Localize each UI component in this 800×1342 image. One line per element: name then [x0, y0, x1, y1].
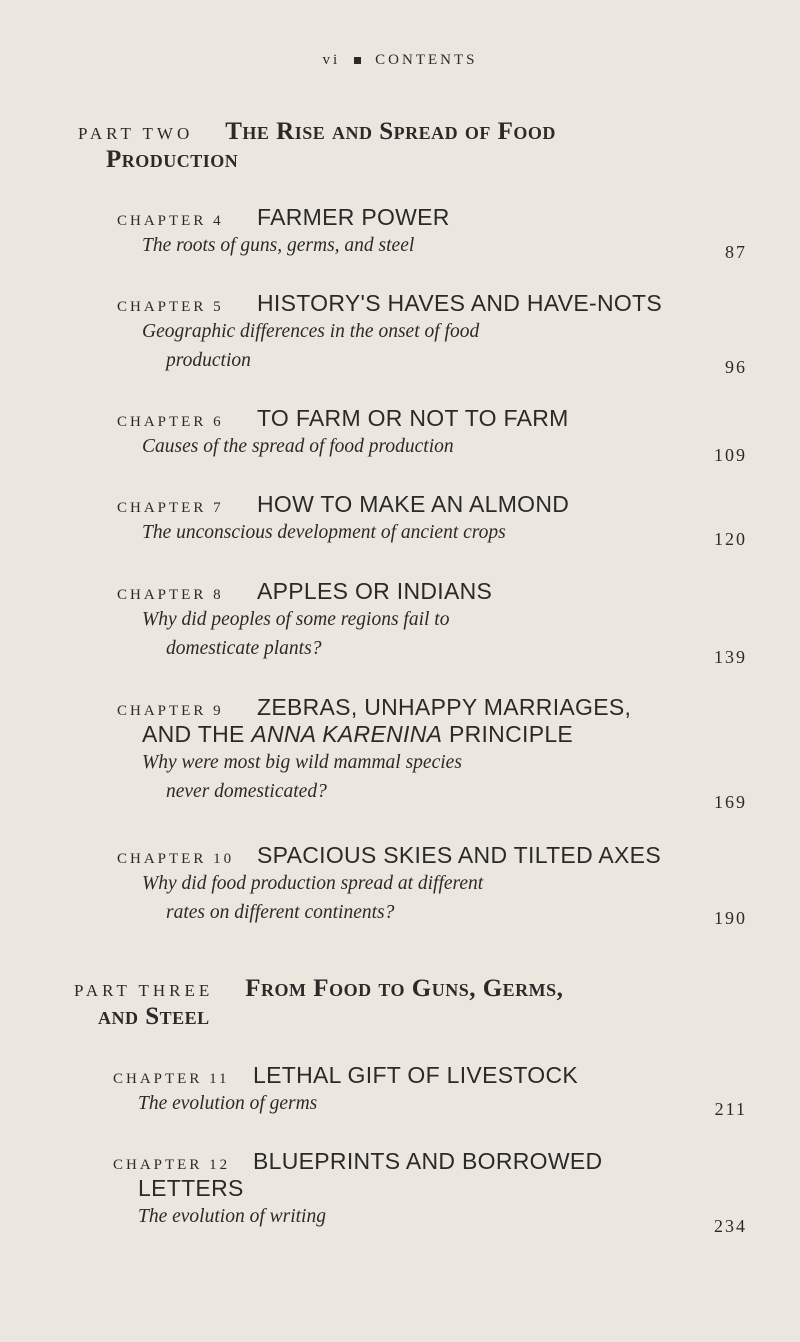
chapter-label: CHAPTER 6 — [117, 414, 224, 430]
chapter-subtitle: Causes of the spread of food production — [142, 436, 454, 457]
page-number: 139 — [714, 647, 747, 667]
page-number: 211 — [714, 1099, 747, 1119]
toc-entry-chapter-10[interactable] — [117, 842, 747, 927]
chapter-label: CHAPTER 7 — [117, 500, 224, 516]
chapter-title: HISTORY'S HAVES AND HAVE-NOTS — [257, 290, 663, 316]
part-label: PART THREE — [74, 981, 214, 1000]
chapter-title: ZEBRAS, UNHAPPY MARRIAGES, — [257, 694, 632, 720]
page-number: 96 — [725, 357, 747, 377]
toc-entry-chapter-11[interactable] — [113, 1062, 747, 1118]
chapter-label: CHAPTER 10 — [117, 851, 235, 867]
chapter-title: APPLES OR INDIANS — [257, 578, 493, 604]
chapter-subtitle: The roots of guns, germs, and steel — [142, 235, 415, 256]
chapter-title: FARMER POWER — [257, 204, 450, 230]
chapter-label: CHAPTER 4 — [117, 213, 224, 229]
chapter-subtitle: The unconscious development of ancient crops — [142, 522, 506, 543]
part-title-continued: and Steel — [98, 1003, 210, 1030]
chapter-subtitle: The evolution of writing — [138, 1206, 326, 1227]
chapter-label: CHAPTER 12 — [113, 1157, 231, 1173]
running-head — [0, 52, 800, 69]
chapter-title: HOW TO MAKE AN ALMOND — [257, 491, 570, 517]
page-number: 169 — [714, 792, 747, 812]
chapter-title-continued: AND THE ANNA KARENINA PRINCIPLE — [142, 721, 574, 747]
page-number: 190 — [714, 908, 747, 928]
chapter-title: SPACIOUS SKIES AND TILTED AXES — [257, 842, 661, 868]
toc-entry-chapter-8[interactable] — [117, 578, 747, 667]
toc-entry-chapter-6[interactable] — [117, 405, 747, 465]
toc-entry-chapter-5[interactable] — [117, 290, 747, 375]
chapter-subtitle: Why were most big wild mammal species never domesticated? — [142, 752, 462, 802]
page-number: 234 — [714, 1216, 747, 1236]
page-number-roman: vi — [322, 52, 341, 68]
part-title-continued: Production — [106, 146, 239, 173]
bullet-separator-icon — [354, 57, 361, 64]
chapter-subtitle: Why did peoples of some regions fail to domesticate plants? — [142, 609, 450, 659]
toc-entry-chapter-9[interactable] — [117, 694, 747, 812]
chapter-subtitle: Why did food production spread at different rates on different continents? — [142, 873, 484, 923]
chapter-title-continued: LETTERS — [138, 1175, 244, 1201]
chapter-subtitle: Geographic differences in the onset of food production — [142, 321, 480, 371]
part-title: From Food to Guns, Germs, — [245, 975, 564, 1002]
page-number: 120 — [714, 529, 747, 549]
page-number: 87 — [725, 242, 747, 262]
chapter-title: LETHAL GIFT OF LIVESTOCK — [253, 1062, 579, 1088]
toc-entry-chapter-12[interactable] — [113, 1148, 747, 1236]
running-head-title: CONTENTS — [375, 52, 478, 68]
part-two-heading — [78, 118, 556, 174]
toc-entry-chapter-7[interactable] — [117, 491, 747, 547]
chapter-title: BLUEPRINTS AND BORROWED — [253, 1148, 603, 1174]
part-label: PART TWO — [78, 124, 194, 143]
toc-entry-chapter-4[interactable] — [117, 204, 747, 260]
chapter-label: CHAPTER 9 — [117, 703, 224, 719]
chapter-title: TO FARM OR NOT TO FARM — [257, 405, 569, 431]
part-title: The Rise and Spread of Food — [225, 118, 556, 145]
part-three-heading — [74, 975, 563, 1031]
chapter-label: CHAPTER 11 — [113, 1071, 230, 1087]
chapter-label: CHAPTER 8 — [117, 587, 224, 603]
page-number: 109 — [714, 445, 747, 465]
chapter-label: CHAPTER 5 — [117, 299, 224, 315]
chapter-subtitle: The evolution of germs — [138, 1093, 318, 1114]
